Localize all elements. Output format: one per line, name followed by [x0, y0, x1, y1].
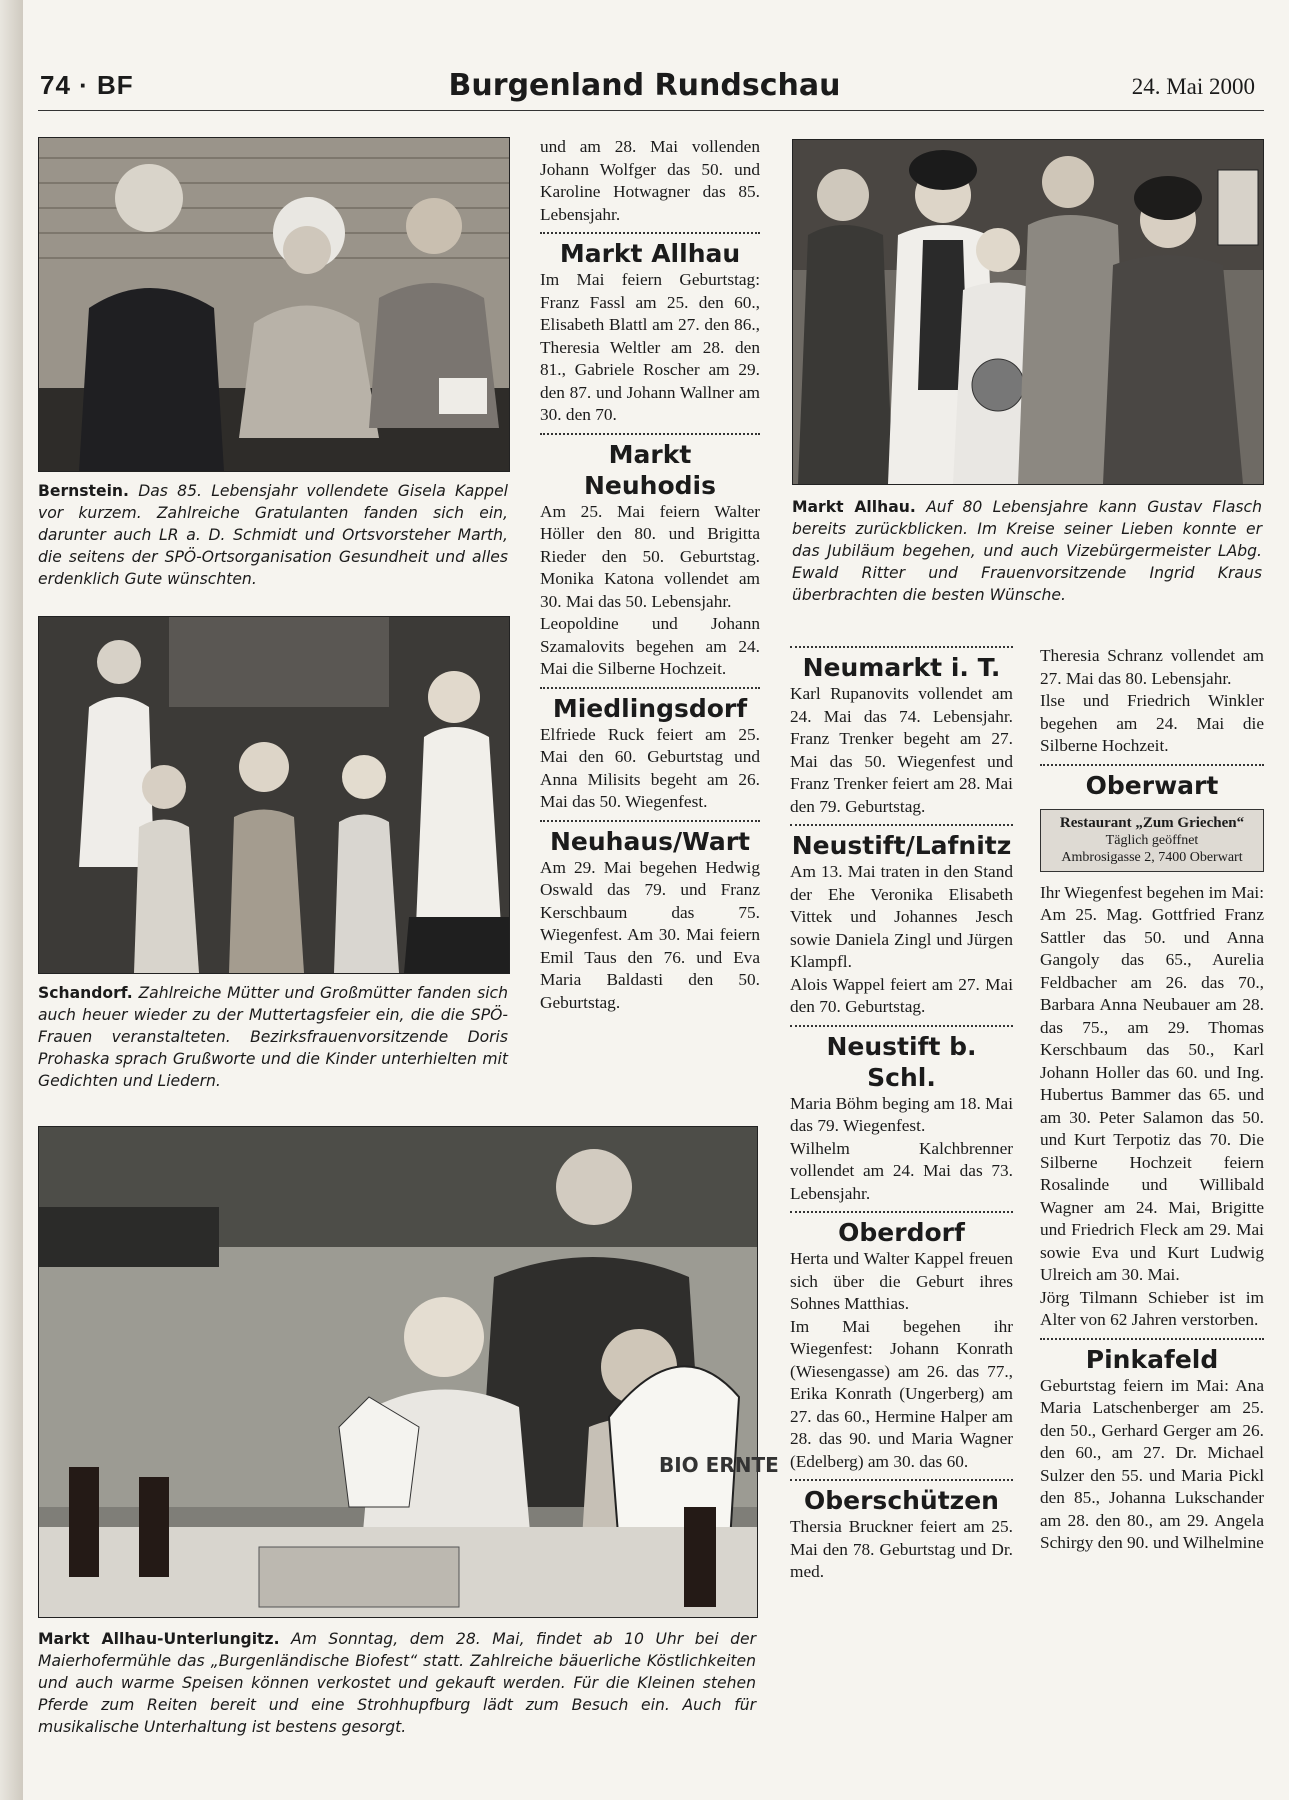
ad-restaurant-name: Restaurant „Zum Griechen“ — [1059, 814, 1245, 831]
photo-bernstein — [38, 137, 510, 472]
caption-bernstein — [38, 480, 508, 590]
section-head-neuhaus-wart: Neuhaus/Wart — [540, 820, 760, 857]
caption-allhau-text: Auf 80 Lebensjahre kann Gustav Flasch bereits zurückblicken. Im Kreise seiner Lieben konnte er das Jubiläum begehen, und auch Vizebürgermeister LAbg. Ewald Ritter und Frauenvorsitzende Ingrid Kraus überbrachten die besten Wünsche. — [792, 498, 1262, 604]
photo-markt-allhau — [792, 139, 1264, 485]
issue-date: 24. Mai 2000 — [1131, 74, 1255, 99]
page-number: 74 · BF — [40, 70, 134, 100]
section-head-miedlingsdorf: Miedlingsdorf — [540, 687, 760, 724]
section-text: Am 25. Mai feiern Walter Höller den 80. und Brigitta Rieder den 50. Geburtstag. Monika Katona vollendet am 30. Mai das 50. Lebensjahr. — [540, 501, 760, 611]
caption-biofest-place: Markt Allhau-Unterlungitz. — [38, 1630, 280, 1648]
column-2 — [540, 136, 760, 1014]
section-text: Thersia Bruckner feiert am 25. Mai den 78. Geburtstag und Dr. med. — [790, 1517, 1013, 1581]
caption-biofest — [38, 1628, 756, 1738]
section-head-markt-allhau: Markt Allhau — [540, 232, 760, 269]
section-text: Geburtstag feiern im Mai: Ana Maria Latschenberger am 25. den 50., Gerhard Gerger am 26. den 60., am 27. Dr. Michael Sulzer den 55. und Maria Pickl den 85., Johanna Lukschander am 28. den 80., am 29. Angela Schirgy den 90. und Wilhelmine — [1040, 1375, 1264, 1552]
ad-opening: Täglich geöffnet — [1105, 832, 1199, 848]
ad-address: Ambrosigasse 2, 7400 Oberwart — [1061, 849, 1243, 865]
photo-schandorf-image — [39, 617, 509, 973]
photo-biofest-image — [39, 1127, 779, 1617]
section-text: Ihr Wiegenfest begehen im Mai: Am 25. Mag. Gottfried Franz Sattler das 50. und Anna Gangoly das 65., Aurelia Feldbacher am 26. das 70., Barbara Anna Neubauer am 28. das 75., am 29. Thomas Kerschbaum das 50., Karl Johann Holler das 60. und Ing. Hubertus Bammer das 65. und am 30. Peter Salamon das 50. und Kurt Terpotiz das 70. Die Silberne Hochzeit feiern Rosalinde und Willibald Wagner am 24. Mai, Brigitte und Friedrich Fleck am 29. Mai sowie Eva und Kurt Ludwig Ulreich am 30. Mai. — [1040, 882, 1264, 1284]
section-text: Leopoldine und Johann Szamalovits begehen am 24. Mai die Silberne Hochzeit. — [540, 614, 760, 678]
section-text: Karl Rupanovits vollendet am 24. Mai das 74. Lebensjahr. Franz Trenker begeht am 27. Mai das 50. Wiegenfest und Franz Trenker feiert am 28. Mai den 79. Geburtstag. — [790, 684, 1013, 816]
section-text: Im Mai begehen ihr Wiegenfest: Johann Konrath (Wiesengasse) am 26. das 77., Erika Konrath (Ungerberg) am 27. das 60., Hermine Halper am 28. das 90. und Maria Wagner (Edelberg) am 30. das 60. — [790, 1316, 1013, 1471]
caption-bernstein-place: Bernstein. — [38, 482, 129, 500]
section-text: Am 29. Mai begehen Hedwig Oswald das 79. und Franz Kerschbaum das 75. Wiegenfest. Am 30. Mai feiern Emil Taus den 76. und Eva Maria Baldasti den 50. Geburtstag. — [540, 857, 760, 1012]
section-head-oberschuetzen: Oberschützen — [790, 1479, 1013, 1516]
photo-schandorf — [38, 616, 510, 974]
section-head-neumarkt: Neumarkt i. T. — [790, 646, 1013, 683]
section-head-oberdorf: Oberdorf — [790, 1211, 1013, 1248]
section-text: Am 13. Mai traten in den Stand der Ehe Veronika Elisabeth Vittek und Johannes Jesch sowie Daniela Zingl und Jürgen Klampfl. — [790, 862, 1013, 971]
newspaper-title: Burgenland Rundschau — [448, 68, 841, 103]
caption-schandorf-place: Schandorf. — [38, 984, 133, 1002]
header-rule — [38, 110, 1264, 111]
bio-ernte-sign: BIO ERNTE — [659, 1453, 779, 1477]
caption-markt-allhau — [792, 496, 1262, 606]
section-head-oberwart: Oberwart — [1040, 764, 1264, 801]
photo-biofest — [38, 1126, 779, 1618]
column-3 — [790, 640, 1013, 1584]
page-edge-shadow — [0, 0, 23, 1800]
caption-biofest-text: Am Sonntag, dem 28. Mai, findet ab 10 Uhr bei der Maierhofermühle das „Burgenländische Biofest“ statt. Zahlreiche bäuerliche Köstlichkeiten und auch warme Speisen können verkostet und gekauft werden. Für die Kleinen stehen Pferde zum Reiten bereit und eine Strohhupfburg lädt zum Besuch ein. Auch für musikalische Unterhaltung ist bestens gesorgt. — [38, 1630, 756, 1736]
section-text: Herta und Walter Kappel freuen sich über die Geburt ihres Sohnes Matthias. — [790, 1249, 1013, 1313]
caption-schandorf-text: Zahlreiche Mütter und Großmütter fanden sich auch heuer wieder zu der Muttertagsfeier ein, die die SPÖ-Frauen veranstalteten. Bezirksfrauenvorsitzende Doris Prohaska sprach Grußworte und die Kinder unterhielten mit Gedichten und Liedern. — [38, 984, 508, 1090]
section-head-pinkafeld: Pinkafeld — [1040, 1338, 1264, 1375]
section-text: Im Mai feiern Geburtstag: Franz Fassl am 25. den 60., Elisabeth Blattl am 27. den 86., Theresia Weltler am 28. den 81., Gabriele Roscher am 29. den 87. und Johann Wallner am 30. den 70. — [540, 270, 760, 424]
section-text: Wilhelm Kalchbrenner vollendet am 24. Mai das 73. Lebensjahr. — [790, 1138, 1013, 1203]
section-head-neustift-schl: Neustift b. Schl. — [790, 1025, 1013, 1093]
col4-intro: Theresia Schranz vollendet am 27. Mai das 80. Lebensjahr. — [1040, 646, 1264, 688]
section-text: Alois Wappel feiert am 27. Mai den 70. Geburtstag. — [790, 974, 1013, 1016]
section-text: Elfriede Ruck feiert am 25. Mai den 60. Geburtstag und Anna Milisits begeht am 26. Mai das 50. Wiegenfest. — [540, 724, 760, 811]
section-text: Jörg Tilmann Schieber ist im Alter von 62 Jahren verstorben. — [1040, 1287, 1264, 1329]
col2-intro: und am 28. Mai vollenden Johann Wolfger das 50. und Karoline Hotwagner das 85. Lebensjahr. — [540, 137, 760, 224]
column-4 — [1040, 645, 1264, 1555]
caption-schandorf — [38, 982, 508, 1092]
photo-bernstein-image — [39, 138, 509, 471]
col4-intro: Ilse und Friedrich Winkler begehen am 24. Mai die Silberne Hochzeit. — [1040, 691, 1264, 755]
section-text: Maria Böhm beging am 18. Mai das 79. Wiegenfest. — [790, 1093, 1013, 1135]
caption-allhau-place: Markt Allhau. — [792, 498, 916, 516]
section-head-markt-neuhodis: Markt Neuhodis — [540, 433, 760, 501]
photo-markt-allhau-image — [793, 140, 1263, 484]
restaurant-ad — [1040, 809, 1264, 872]
caption-bernstein-text: Das 85. Lebensjahr vollendete Gisela Kappel vor kurzem. Zahlreiche Gratulanten fanden sich ein, darunter auch LR a. D. Schmidt und Ortsvorsteher Marth, die seitens der SPÖ-Ortsorganisation Gesundheit und alles erdenklich Gute wünschten. — [38, 482, 508, 588]
section-head-neustift-lafnitz: Neustift/Lafnitz — [790, 824, 1013, 861]
